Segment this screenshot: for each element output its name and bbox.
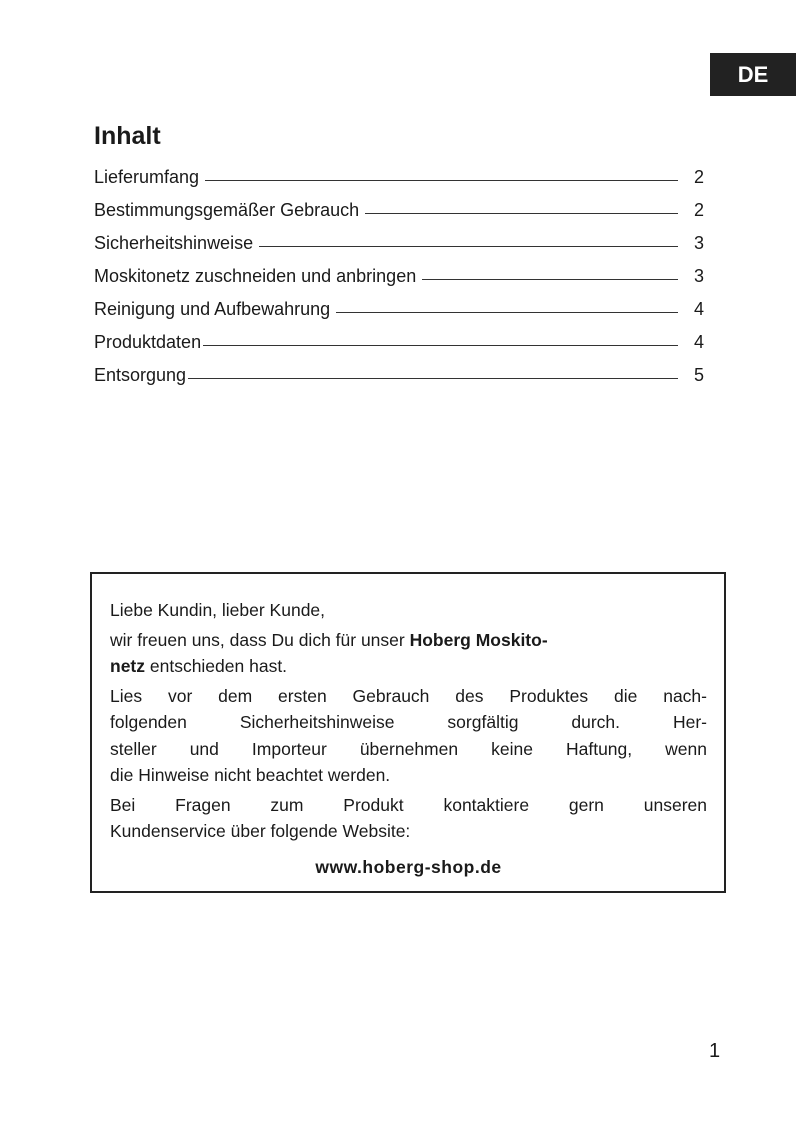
language-badge: DE (710, 53, 796, 96)
leader-line (203, 345, 678, 346)
toc-page: 5 (693, 365, 704, 385)
intro-line (110, 627, 707, 654)
leader-line (365, 213, 678, 214)
toc-label: Moskitonetz zuschneiden und anbringen (94, 266, 417, 286)
toc-label: Reinigung und Aufbewahrung (94, 299, 331, 319)
contact-line: Kundenservice über folgende Website: (110, 821, 411, 841)
instruction-line: die Hinweise nicht beachtet werden. (110, 765, 391, 785)
toc-entry[interactable] (94, 266, 704, 299)
toc-page: 3 (693, 233, 704, 253)
instruction-line: steller und Importeur übernehmen keine Haftung, wenn (110, 738, 707, 759)
toc-page: 4 (693, 332, 704, 352)
toc-entry[interactable] (94, 233, 704, 266)
toc-label: Lieferumfang (94, 167, 200, 187)
toc-page: 3 (693, 266, 704, 286)
toc-label: Bestimmungsgemäßer Gebrauch (94, 200, 360, 220)
toc-label: Sicherheitshinweise (94, 233, 254, 253)
toc-label: Produktdaten (94, 332, 202, 352)
leader-line (336, 312, 678, 313)
product-name: Hoberg Moskito- (409, 629, 548, 650)
greeting: Liebe Kundin, lieber Kunde, (110, 600, 326, 620)
product-name: netz (110, 656, 145, 676)
instruction-line: Lies vor dem ersten Gebrauch des Produktes die nach- (110, 685, 707, 706)
intro-text: wir freuen uns, dass Du dich für unser (110, 629, 410, 650)
leader-line (188, 378, 678, 379)
toc-entry[interactable] (94, 332, 704, 365)
toc-page: 2 (693, 167, 704, 187)
page-number: 1 (709, 1040, 721, 1062)
toc-label: Entsorgung (94, 365, 187, 385)
toc-entry[interactable] (94, 299, 704, 332)
customer-notice-box (90, 572, 726, 893)
toc-page: 4 (693, 299, 704, 319)
toc-title: Inhalt (94, 122, 161, 150)
toc-entry[interactable] (94, 200, 704, 233)
website-link[interactable]: www.hoberg-shop.de (315, 856, 502, 877)
leader-line (259, 246, 678, 247)
toc-page: 2 (693, 200, 704, 220)
leader-line (205, 180, 678, 181)
toc-entry[interactable] (94, 167, 704, 200)
table-of-contents (94, 167, 704, 398)
leader-line (422, 279, 678, 280)
toc-entry[interactable] (94, 365, 704, 398)
intro-line (110, 653, 707, 680)
instruction-line: folgenden Sicherheitshinweise sorgfältig durch. Her- (110, 712, 707, 732)
intro-text: entschieden hast. (145, 656, 288, 676)
contact-line: Bei Fragen zum Produkt kontaktiere gern unseren (110, 794, 707, 815)
